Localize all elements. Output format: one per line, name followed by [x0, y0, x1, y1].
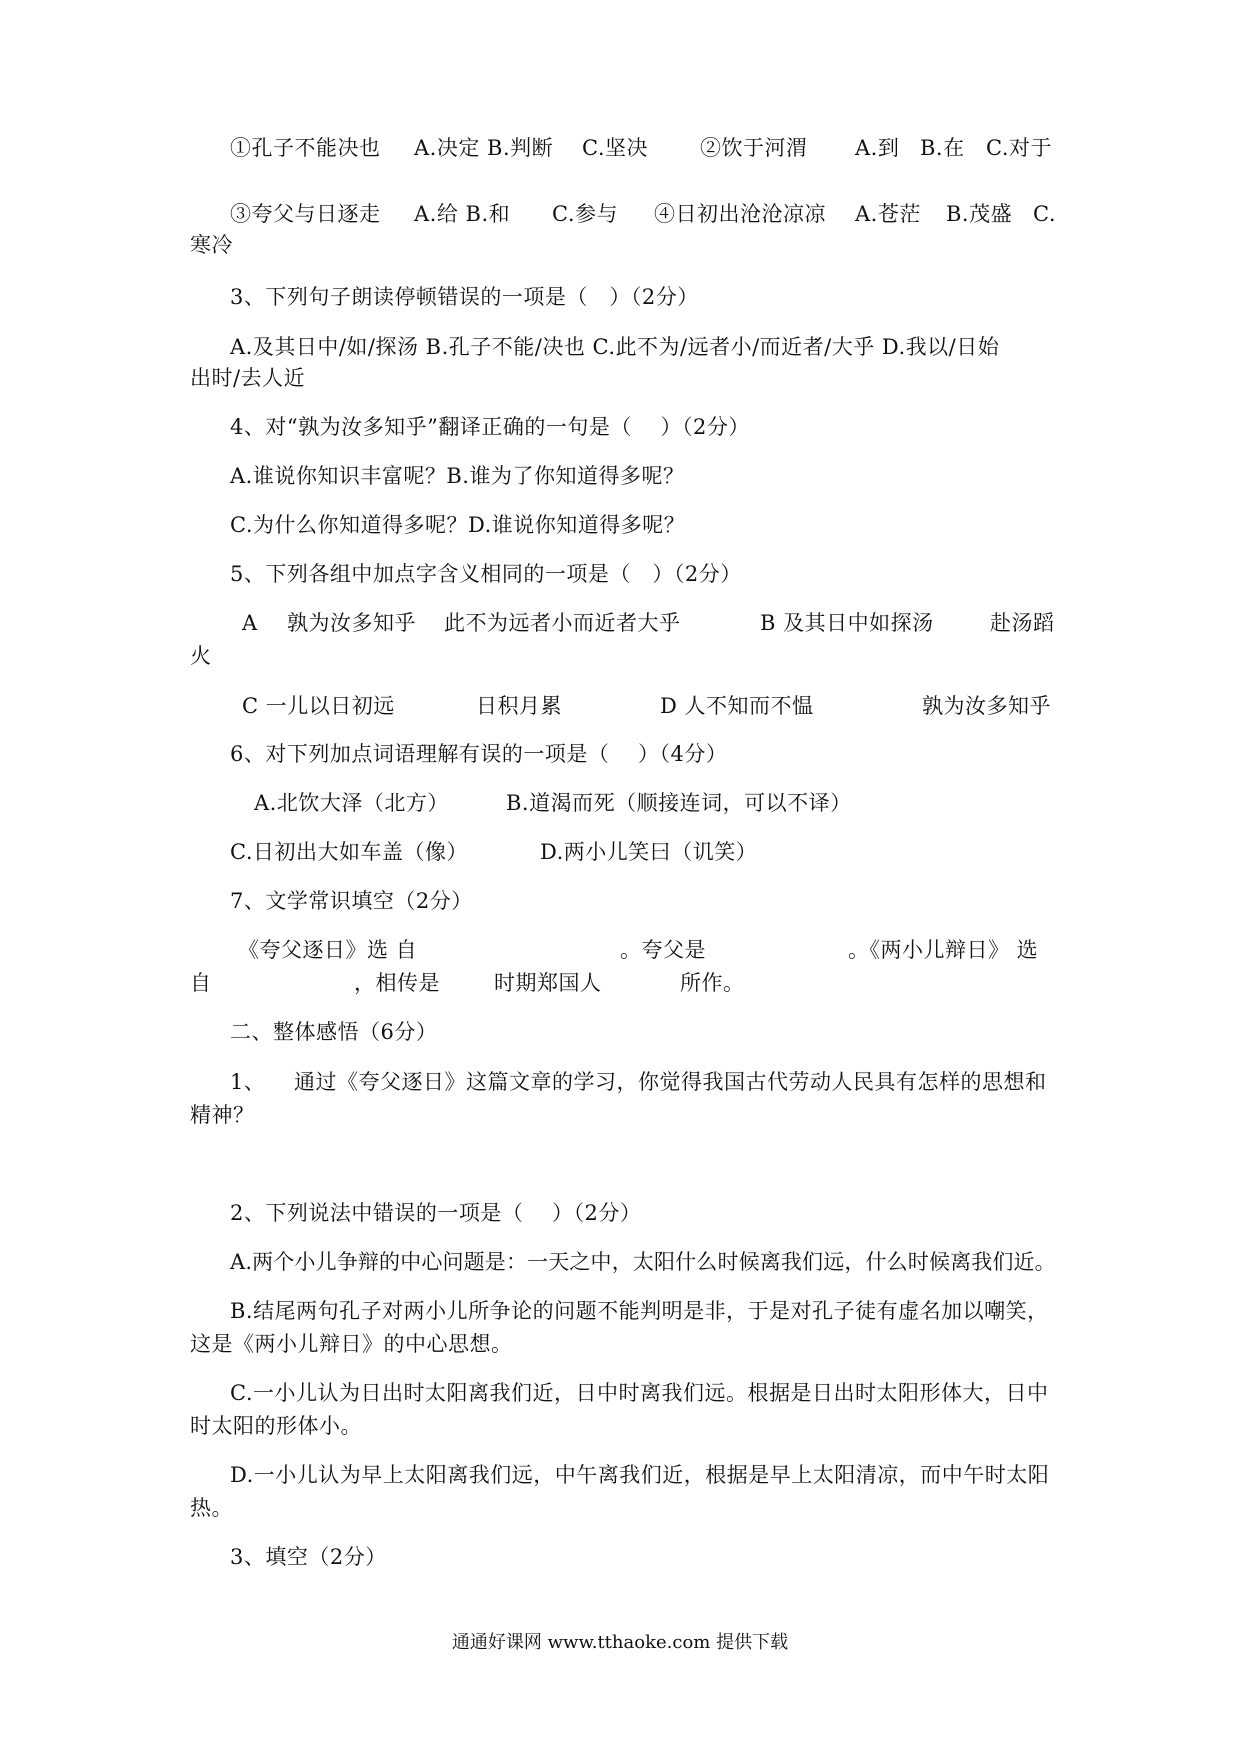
footer-download-note: 通通好课网 www.tthaoke.com 提供下载 [451, 1632, 789, 1653]
q2-item-2-b: B.在 [920, 136, 965, 160]
section-2-title: 二、整体感悟（6分） [230, 1020, 438, 1044]
q3-options-line-2: 出时/去人近 [190, 366, 306, 390]
q5-option-b-2-cont: 火 [190, 644, 212, 668]
q6-options-cd [0, 836, 1240, 869]
q3-stem: 3、下列句子朗读停顿错误的一项是（ ）（2分） [230, 285, 699, 309]
s2-q2-option-a: A.两个小儿争辩的中心问题是：一天之中，太阳什么时候离我们远，什么时候离我们近。 [230, 1250, 1056, 1274]
q5-option-d-1: D 人不知而不愠 [660, 694, 814, 718]
q6-option-b: B.道渴而死（顺接连词，可以不译） [506, 791, 852, 815]
q2-options-row-2 [0, 198, 1240, 231]
s2-q2-option-c-cont: 时太阳的形体小。 [190, 1414, 362, 1438]
q5-option-a-1: 孰为汝多知乎 [287, 611, 416, 635]
q2-item-3: ③夸父与日逐走 [230, 202, 381, 226]
q2-options-row-1 [0, 132, 1240, 165]
q7-blank-source: 《夸父逐日》选 自 [238, 938, 418, 962]
q6-options-ab [0, 787, 1240, 820]
q2-item-1: ①孔子不能决也 [230, 136, 381, 160]
q7-blank-author: ，相传是 [354, 971, 440, 995]
s2-q2-stem: 2、下列说法中错误的一项是（ ）（2分） [230, 1201, 642, 1225]
q5-options-row-2 [0, 690, 1240, 723]
q7-line-2-zi: 自 [190, 971, 212, 995]
s2-q2-option-b-cont: 这是《两小儿辩日》的中心思想。 [190, 1332, 513, 1356]
q2-item-4-c-cont: 寒冷 [190, 233, 233, 257]
q2-item-4-b: B.茂盛 [946, 202, 1013, 226]
q4-options-ab: A.谁说你知识丰富呢？B.谁为了你知道得多呢？ [230, 464, 685, 488]
q2-item-2-a: A.到 [855, 136, 900, 160]
q7-blank-end: 所作。 [680, 971, 745, 995]
q5-option-d-2: 孰为汝多知乎 [922, 694, 1051, 718]
q6-stem: 6、对下列加点词语理解有误的一项是（ ）（4分） [230, 742, 728, 766]
q4-stem: 4、对“孰为汝多知乎”翻译正确的一句是（ ）（2分） [230, 415, 750, 439]
s2-q2-option-c: C.一小儿认为日出时太阳离我们近，日中时离我们远。根据是日出时太阳形体大，日中 [230, 1381, 1049, 1405]
s2-q1-text: 通过《夸父逐日》这篇文章的学习，你觉得我国古代劳动人民具有怎样的思想和 [294, 1070, 1047, 1094]
q2-item-3-ab: A.给 B.和 [414, 202, 511, 226]
q4-options-cd: C.为什么你知道得多呢？D.谁说你知道得多呢？ [230, 513, 686, 537]
q5-stem: 5、下列各组中加点字含义相同的一项是（ ）（2分） [230, 562, 742, 586]
q2-item-4-a: A.苍茫 [855, 202, 921, 226]
q6-option-c: C.日初出大如车盖（像） [230, 840, 468, 864]
s2-q1-line-1 [0, 1066, 1240, 1099]
q7-blank-kuafu: 。夸父是 [620, 938, 706, 962]
q7-blank-debate-source: 。《两小儿辩日》 选 [848, 938, 1039, 962]
q5-option-a-2: 此不为远者小而近者大乎 [444, 611, 681, 635]
q2-item-2: ②饮于河渭 [700, 136, 808, 160]
q7-line-2 [0, 967, 1240, 1000]
q7-stem: 7、文学常识填空（2分） [230, 889, 473, 913]
q2-item-4-c: C. [1033, 202, 1056, 226]
q5-option-c-1: C 一儿以日初远 [242, 694, 395, 718]
s2-q1-number: 1、 [230, 1070, 266, 1094]
q7-line-1 [0, 934, 1240, 967]
q7-blank-period: 时期郑国人 [494, 971, 602, 995]
s2-q2-option-d-cont: 热。 [190, 1496, 233, 1520]
s2-q2-option-b: B.结尾两句孔子对两小儿所争论的问题不能判明是非，于是对孔子徒有虚名加以嘲笑， [230, 1299, 1049, 1323]
q3-options-line-1: A.及其日中/如/探汤 B.孔子不能/决也 C.此不为/远者小/而近者/大乎 D.我以/日始 [230, 335, 1000, 359]
q2-item-2-c: C.对于 [986, 136, 1052, 160]
q2-item-1-ab: A.决定 B.判断 [414, 136, 554, 160]
q5-option-c-2: 日积月累 [476, 694, 562, 718]
s2-q1-text-cont: 精神？ [190, 1103, 255, 1127]
q6-option-d: D.两小儿笑曰（讥笑） [540, 840, 758, 864]
q5-options-row-1 [0, 607, 1240, 640]
s2-q2-option-d: D.一小儿认为早上太阳离我们远，中午离我们近，根据是早上太阳清凉，而中午时太阳 [230, 1463, 1050, 1487]
q2-item-4: ④日初出沧沧凉凉 [654, 202, 826, 226]
q2-item-3-c: C.参与 [552, 202, 618, 226]
q5-option-b-1: B 及其日中如探汤 [760, 611, 934, 635]
q6-option-a: A.北饮大泽（北方） [254, 791, 449, 815]
q2-item-1-c: C.坚决 [582, 136, 648, 160]
q5-option-b-2: 赴汤蹈 [990, 611, 1055, 635]
s2-q3-stem: 3、填空（2分） [230, 1545, 387, 1569]
q5-option-a-label: A [242, 611, 258, 635]
